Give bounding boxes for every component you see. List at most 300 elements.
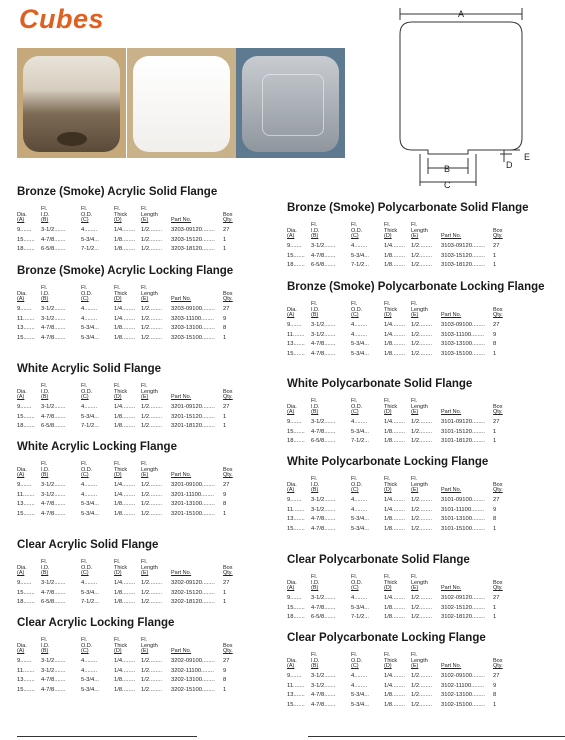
table-cell: 3-1/2.......	[311, 673, 336, 679]
table-cell: 3201-11100........	[171, 491, 214, 498]
column-header-line: Qty.	[223, 394, 233, 401]
table-cell: 1/4........	[384, 595, 405, 601]
column-header-line: Qty.	[493, 487, 503, 494]
table-cell: 3101-09100........	[441, 497, 485, 503]
table-cell: 27	[223, 658, 230, 664]
table-header	[17, 457, 249, 481]
table-cell: 13.......	[287, 692, 305, 698]
table-row	[17, 236, 249, 246]
column-header-line: Box	[223, 466, 233, 473]
column-header-line: Fl.	[81, 637, 88, 644]
column-header-line: (D)	[384, 663, 392, 670]
column-header-line: O.D.	[351, 657, 363, 664]
column-header-line: Dia.	[17, 564, 27, 571]
column-header-line: Fl.	[81, 383, 88, 390]
table-cell: 1/4........	[384, 497, 405, 503]
column-header-line: Fl.	[411, 301, 418, 308]
table-cell: 1/2........	[411, 428, 432, 435]
column-header-line: Fl.	[351, 301, 358, 308]
column-header-line: (B)	[311, 312, 319, 319]
table-cell: 7-1/2...	[351, 438, 370, 444]
bronze-cube-photo	[17, 48, 126, 158]
section-title: Clear Acrylic Locking Flange	[17, 617, 175, 629]
table-cell: 3-1/2.......	[311, 506, 336, 513]
table-cell: 1/2........	[141, 589, 162, 596]
table-row	[287, 691, 519, 701]
column-header-line: I.D.	[41, 564, 50, 571]
table-cell: 9	[493, 331, 497, 338]
column-header	[441, 586, 461, 592]
column-header-line: (B)	[41, 648, 49, 655]
table-row	[287, 604, 519, 614]
table-cell: 9	[223, 315, 227, 322]
table-cell: 3102-13100........	[441, 692, 485, 698]
table-cell: 4-7/8.......	[311, 341, 336, 347]
table-cell: 4-7/8.......	[41, 686, 66, 693]
table-cell: 3103-15100........	[441, 350, 485, 357]
table-cell: 3-1/2.......	[41, 482, 66, 488]
column-header-line: (B)	[41, 217, 49, 224]
table-header	[17, 555, 249, 579]
column-header	[17, 292, 27, 303]
table-cell: 3101-13100........	[441, 516, 485, 522]
table-row	[17, 598, 249, 608]
table-cell: 1/2........	[411, 322, 432, 328]
column-header-line: (E)	[141, 648, 149, 655]
table-cell: 1	[493, 252, 497, 259]
table-cell: 4........	[81, 315, 98, 322]
table-row	[17, 481, 249, 491]
table-cell: 1	[223, 246, 227, 252]
table-cell: 1	[493, 525, 497, 532]
table-cell: 1/2........	[411, 614, 432, 620]
table-cell: 1	[223, 510, 227, 517]
table-row	[17, 226, 249, 236]
table-cell: 4-7/8.......	[41, 325, 66, 331]
table-cell: 1/2........	[141, 580, 162, 586]
table-cell: 1/2........	[141, 686, 162, 693]
table-cell: 3-1/2.......	[311, 322, 336, 328]
column-header-line: (D)	[114, 217, 122, 224]
table-cell: 1	[223, 599, 227, 605]
column-header	[141, 462, 158, 479]
column-header	[41, 560, 50, 577]
column-header-line: Dia.	[287, 579, 297, 586]
column-header-line: Fl.	[81, 206, 88, 213]
column-header	[441, 313, 461, 319]
column-header	[171, 297, 191, 303]
column-header	[41, 286, 50, 303]
table-cell: 27	[493, 322, 500, 328]
column-header-line: (B)	[311, 409, 319, 416]
column-header-line: Thick	[114, 388, 128, 395]
column-header	[81, 462, 92, 479]
table-cell: 4........	[351, 419, 368, 425]
table-cell: 15.......	[287, 428, 305, 435]
column-header	[41, 384, 50, 401]
table-cell: 9.......	[287, 595, 302, 601]
table-cell: 1/2........	[141, 510, 162, 517]
column-header-line: (C)	[351, 487, 359, 494]
column-header	[81, 384, 92, 401]
table-cell: 9.......	[287, 673, 302, 679]
spec-section	[287, 554, 519, 623]
column-header	[287, 483, 297, 494]
table-cell: 1/4........	[114, 667, 135, 674]
table-row	[287, 252, 519, 262]
dim-c-label: C	[444, 180, 451, 190]
column-header	[351, 302, 362, 319]
table-cell: 1/4........	[114, 658, 135, 664]
table-cell: 4........	[81, 404, 98, 410]
column-header-line: Thick	[114, 642, 128, 649]
column-header-line: Length	[411, 481, 428, 488]
table-row	[17, 686, 249, 696]
table-cell: 3103-13100........	[441, 341, 485, 347]
column-header	[223, 644, 233, 655]
table-cell: 4........	[81, 227, 98, 233]
column-header	[287, 405, 297, 416]
column-header-line: Fl.	[114, 285, 121, 292]
table-cell: 1/4........	[384, 506, 405, 513]
column-header-line: Box	[493, 227, 503, 234]
column-header-line: Box	[493, 306, 503, 313]
column-header	[441, 664, 461, 670]
table-row	[287, 350, 519, 360]
column-header-line: Qty.	[493, 663, 503, 670]
column-header-line: (A)	[287, 233, 295, 240]
table-row	[17, 676, 249, 686]
table-cell: 1/8........	[114, 334, 135, 341]
table-cell: 7-1/2...	[81, 599, 100, 605]
table-cell: 3203-15120........	[171, 236, 215, 243]
table-cell: 4........	[351, 673, 368, 679]
column-header-line: (A)	[287, 487, 295, 494]
column-header-line: (A)	[17, 296, 25, 303]
table-cell: 18.......	[17, 599, 35, 605]
column-header	[441, 410, 461, 416]
table-header	[287, 297, 519, 321]
column-header-line: (C)	[81, 394, 89, 401]
column-header	[493, 308, 503, 319]
table-cell: 1/2........	[141, 413, 162, 420]
table-cell: 5-3/4...	[351, 516, 370, 522]
dim-e-label: E	[524, 152, 531, 162]
table-row	[287, 506, 519, 516]
table-cell: 1/8........	[114, 236, 135, 243]
table-cell: 13.......	[287, 341, 305, 347]
section-title: Bronze (Smoke) Acrylic Locking Flange	[17, 265, 234, 277]
table-cell: 1	[223, 686, 227, 693]
table-cell: 4........	[81, 667, 98, 674]
table-cell: 3201-15120........	[171, 413, 215, 420]
table-cell: 7-1/2...	[351, 614, 370, 620]
table-cell: 3-1/2.......	[311, 595, 336, 601]
table-cell: 15.......	[17, 334, 35, 341]
table-cell: 15.......	[287, 604, 305, 611]
column-header-line: Dia.	[287, 306, 297, 313]
table-cell: 11.......	[287, 331, 305, 338]
table-cell: 4-7/8.......	[311, 701, 336, 708]
table-cell: 3103-11100........	[441, 331, 484, 338]
column-header	[223, 213, 233, 224]
table-cell: 3201-09120........	[171, 404, 215, 410]
table-cell: 1/4........	[384, 419, 405, 425]
table-cell: 15.......	[287, 252, 305, 259]
column-header-line: Fl.	[41, 285, 48, 292]
table-cell: 1/8........	[384, 262, 405, 268]
column-header-line: Fl.	[141, 206, 148, 213]
table-cell: 4-7/8.......	[311, 428, 336, 435]
column-header	[311, 575, 320, 592]
table-cell: 3102-09100........	[441, 673, 485, 679]
column-header-line: Fl.	[411, 652, 418, 659]
column-header-line: (B)	[41, 472, 49, 479]
column-header-line: (B)	[311, 487, 319, 494]
column-header	[311, 223, 320, 240]
table-cell: 1/2........	[411, 438, 432, 444]
table-cell: 1	[223, 334, 227, 341]
column-header-line: Box	[493, 657, 503, 664]
table-cell: 9.......	[17, 580, 32, 586]
table-cell: 1	[493, 614, 497, 620]
column-header-line: (D)	[384, 233, 392, 240]
table-cell: 5-3/4...	[351, 701, 370, 708]
column-header-line: Fl.	[311, 652, 318, 659]
column-header	[351, 653, 362, 670]
column-header	[411, 223, 428, 240]
table-cell: 1/4........	[114, 227, 135, 233]
table-cell: 7-1/2...	[351, 262, 370, 268]
column-header-line: Fl.	[384, 222, 391, 229]
column-header-line: O.D.	[81, 564, 93, 571]
column-header	[384, 223, 397, 240]
table-cell: 1/8........	[114, 246, 135, 252]
table-header	[287, 218, 519, 242]
table-cell: 9.......	[287, 243, 302, 249]
column-header	[17, 213, 27, 224]
table-header	[17, 202, 249, 226]
column-header-line: (E)	[141, 472, 149, 479]
column-header-line: (E)	[411, 312, 419, 319]
table-cell: 9.......	[17, 404, 32, 410]
table-cell: 1	[223, 423, 227, 429]
table-cell: 8	[493, 692, 497, 698]
table-row	[17, 403, 249, 413]
column-header-line: Fl.	[384, 398, 391, 405]
table-cell: 1/2........	[141, 246, 162, 252]
table-cell: 3-1/2.......	[311, 682, 336, 689]
table-cell: 27	[223, 404, 230, 410]
column-header-line: (B)	[41, 394, 49, 401]
table-header	[287, 394, 519, 418]
spec-section	[287, 378, 519, 447]
column-header	[351, 477, 362, 494]
table-row	[287, 496, 519, 506]
table-cell: 4-7/8.......	[41, 589, 66, 596]
table-cell: 3202-13100........	[171, 677, 215, 683]
column-header-line: Thick	[384, 579, 398, 586]
table-cell: 1	[493, 604, 497, 611]
column-header	[171, 395, 191, 401]
table-cell: 1/8........	[114, 686, 135, 693]
column-header-line: (B)	[311, 585, 319, 592]
column-header-line: Length	[411, 579, 428, 586]
table-header	[17, 281, 249, 305]
table-cell: 4-7/8.......	[311, 604, 336, 611]
column-header-line: (E)	[411, 585, 419, 592]
table-cell: 3103-09100........	[441, 322, 485, 328]
column-header-line: Thick	[114, 466, 128, 473]
column-header-line: Part No.	[441, 409, 462, 416]
table-cell: 1/8........	[384, 341, 405, 347]
table-cell: 4........	[351, 243, 368, 249]
table-cell: 5-3/4...	[81, 501, 100, 507]
table-cell: 4........	[81, 491, 98, 498]
column-header	[351, 399, 362, 416]
table-row	[17, 579, 249, 589]
column-header-line: (E)	[411, 233, 419, 240]
column-header-line: Fl.	[81, 559, 88, 566]
table-cell: 1/2........	[411, 595, 432, 601]
column-header-line: (D)	[114, 472, 122, 479]
column-header-line: (D)	[114, 570, 122, 577]
table-row	[287, 515, 519, 525]
table-cell: 1/8........	[384, 614, 405, 620]
column-header	[171, 218, 191, 224]
dim-a-label: A	[458, 9, 465, 19]
table-cell: 5-3/4...	[351, 350, 370, 357]
table-cell: 1/2........	[141, 599, 162, 605]
table-cell: 1/2........	[141, 423, 162, 429]
column-header-line: (C)	[81, 296, 89, 303]
column-header	[81, 286, 92, 303]
table-cell: 4-7/8.......	[41, 677, 66, 683]
column-header	[41, 638, 50, 655]
table-cell: 3-1/2.......	[41, 306, 66, 312]
table-cell: 4........	[351, 595, 368, 601]
table-cell: 8	[223, 325, 227, 331]
column-header-line: I.D.	[41, 388, 50, 395]
column-header	[171, 649, 191, 655]
column-header	[81, 207, 92, 224]
column-header-line: Fl.	[41, 559, 48, 566]
table-cell: 5-3/4...	[351, 252, 370, 259]
table-cell: 1/4........	[384, 682, 405, 689]
column-header-line: O.D.	[351, 579, 363, 586]
table-row	[287, 418, 519, 428]
column-header-line: Part No.	[171, 394, 192, 401]
table-cell: 5-3/4...	[351, 428, 370, 435]
column-header-line: I.D.	[311, 579, 320, 586]
column-header-line: (E)	[141, 394, 149, 401]
table-row	[17, 422, 249, 432]
column-header	[441, 488, 461, 494]
table-cell: 5-3/4...	[351, 604, 370, 611]
table-cell: 3203-15100........	[171, 334, 215, 341]
table-cell: 3202-15120........	[171, 589, 215, 596]
table-cell: 1/8........	[384, 252, 405, 259]
table-cell: 4-7/8.......	[311, 525, 336, 532]
table-cell: 1/2........	[411, 252, 432, 259]
column-header	[384, 477, 397, 494]
column-header-line: Length	[141, 290, 158, 297]
column-header-line: Dia.	[287, 403, 297, 410]
column-header-line: Box	[223, 564, 233, 571]
table-row	[17, 657, 249, 667]
table-cell: 4-7/8.......	[41, 413, 66, 420]
column-header-line: (C)	[81, 217, 89, 224]
column-header	[141, 638, 158, 655]
column-header-line: O.D.	[351, 227, 363, 234]
column-header-line: Box	[493, 403, 503, 410]
table-cell: 1/2........	[411, 701, 432, 708]
table-header	[17, 633, 249, 657]
column-header	[114, 462, 127, 479]
column-header	[81, 638, 92, 655]
column-header-line: Thick	[384, 403, 398, 410]
column-header-line: Fl.	[41, 206, 48, 213]
column-header-line: O.D.	[351, 403, 363, 410]
column-header-line: Fl.	[384, 301, 391, 308]
table-cell: 1/8........	[384, 428, 405, 435]
table-cell: 6-5/8.......	[311, 614, 336, 620]
table-cell: 27	[223, 482, 230, 488]
table-cell: 4-7/8.......	[311, 350, 336, 357]
table-cell: 3101-11100........	[441, 506, 484, 513]
column-header-line: Fl.	[81, 461, 88, 468]
column-header	[311, 477, 320, 494]
table-row	[17, 491, 249, 501]
table-row	[287, 437, 519, 447]
column-header-line: Fl.	[311, 301, 318, 308]
column-header-line: Fl.	[141, 559, 148, 566]
table-cell: 27	[493, 497, 500, 503]
column-header	[384, 575, 397, 592]
column-header	[171, 571, 191, 577]
column-header-line: Thick	[114, 290, 128, 297]
table-cell: 13.......	[17, 325, 35, 331]
column-header-line: (D)	[114, 394, 122, 401]
column-header-line: (C)	[351, 312, 359, 319]
table-row	[17, 413, 249, 423]
column-header	[114, 286, 127, 303]
column-header-line: Fl.	[411, 476, 418, 483]
table-cell: 15.......	[287, 525, 305, 532]
section-title: Bronze (Smoke) Polycarbonate Locking Flange	[287, 281, 545, 293]
table-cell: 1	[223, 236, 227, 243]
table-row	[17, 500, 249, 510]
column-header	[384, 399, 397, 416]
table-row	[17, 324, 249, 334]
table-header	[287, 648, 519, 672]
table-cell: 1/2........	[411, 692, 432, 698]
column-header-line: Part No.	[441, 312, 462, 319]
column-header-line: Length	[411, 657, 428, 664]
table-cell: 15.......	[17, 686, 35, 693]
table-cell: 3202-15100........	[171, 686, 215, 693]
table-cell: 5-3/4...	[81, 510, 100, 517]
column-header-line: (C)	[81, 570, 89, 577]
table-cell: 3-1/2.......	[311, 331, 336, 338]
column-header	[311, 302, 320, 319]
column-header-line: Dia.	[17, 466, 27, 473]
table-cell: 27	[223, 580, 230, 586]
dim-d-label: D	[506, 160, 513, 170]
table-cell: 1/2........	[411, 243, 432, 249]
table-cell: 11.......	[17, 491, 35, 498]
table-cell: 13.......	[17, 501, 35, 507]
